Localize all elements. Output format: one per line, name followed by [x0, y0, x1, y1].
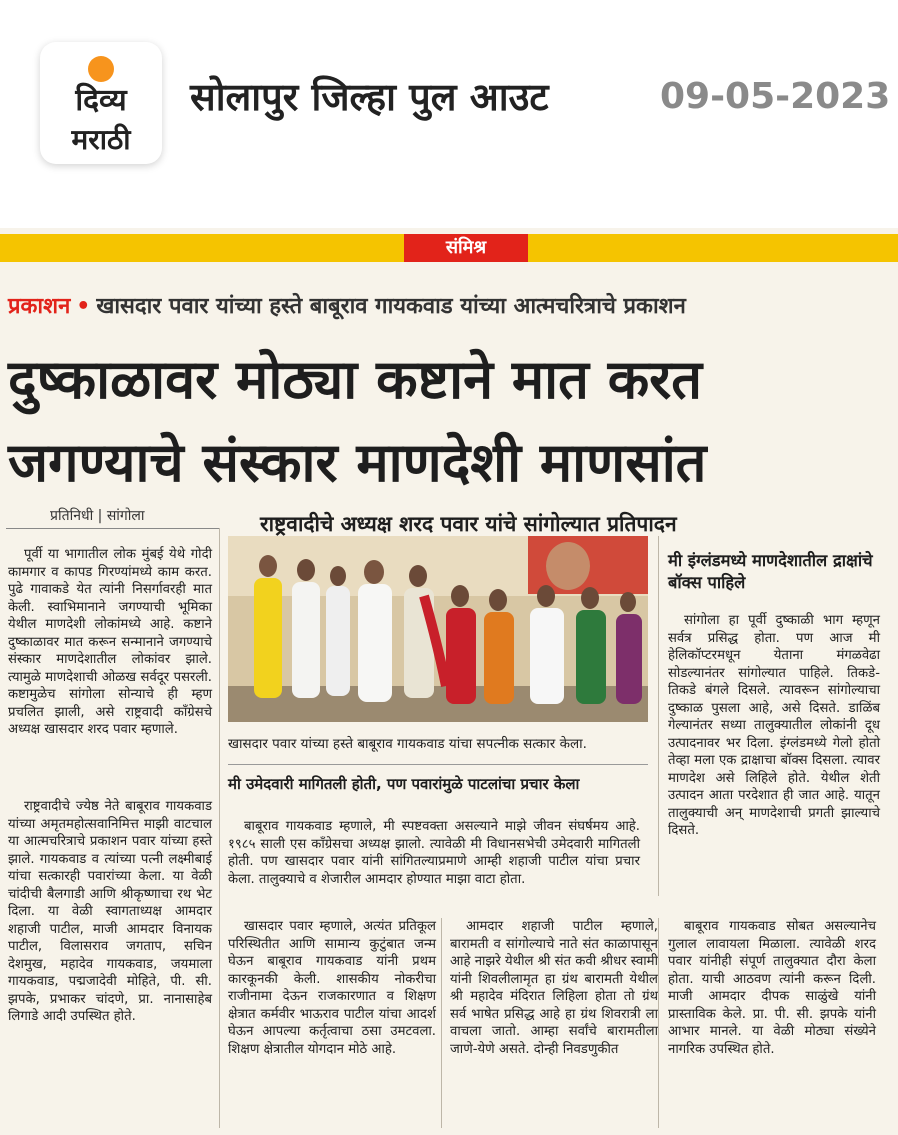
- paragraph: सांगोला हा पूर्वी दुष्काळी भाग म्हणून सर्वत्र प्रसिद्ध होता. पण आज मी हेलिकॉप्टरमधून येताना मंगळवेढा सोडल्यानंतर सांगोल्यात पाहिले. तिकडे-तिकडे बंगले दिसले. त्यावरून सांगोल्याचा दुष्काळ पुसला आहे, असे दिसते. डाळिंब गेल्यानंतर सध्या तालुक्यातील लोकांनी दूध उत्पादनावर भर दिला. इंग्लंडमध्ये गेलो होतो तेव्हा मला एक द्राक्षाचा बॉक्स दिसला. त्यावर माणदेश असे लिहिले होते. येथील शेती उत्पादन आता परदेशात ही जात आहे. यातून तालुक्याची अन् माणदेशाची प्रगती झाल्याचे दिसते.: [668, 613, 880, 838]
- section-band: [0, 234, 898, 262]
- kicker-label: प्रकाशन: [8, 294, 71, 319]
- paragraph: खासदार पवार म्हणाले, अत्यंत प्रतिकूल परिस्थितीत आणि सामान्य कुटुंबात जन्म घेऊन बाबूराव गायकवाड यांनी प्रथम कारकूनकी केली. शासकीय नोकरीचा राजीनामा देऊन राजकारणात व शिक्षण क्षेत्रात कर्मवीर भाऊराव पाटील यांचा आदर्श घेऊन आपल्या कर्तृत्वाचा ठसा उमटवला. शिक्षण क्षेत्रातील योगदान मोठे आहे.: [228, 919, 436, 1057]
- column-rule: [219, 528, 220, 1128]
- photo-illustration: [228, 536, 648, 722]
- headline-line-1: दुष्काळावर मोठ्या कष्टाने मात करत: [8, 348, 703, 411]
- paragraph: राष्ट्रवादीचे ज्येष्ठ नेते बाबूराव गायकवाड यांच्या अमृतमहोत्सवानिमित्त माझी वाटचाल या आत्मचरित्राचे प्रकाशन पवार यांच्या हस्ते झाले. गायकवाड व त्यांच्या पत्नी लक्ष्मीबाई यांचा सत्कारही पवारांच्या केला. या वेळी चांदीची बैलगाडी आणि श्रीकृष्णाचा रथ भेट दिला. या वेळी स्वागताध्यक्ष आमदार शहाजी पाटील, माजी आमदार विनायक पाटील, विलासराव जगताप, सचिन देशमुख, महादेव गायकवाड, जयमाला गायकवाड, पद्मजादेवी मोहिते, पी. सी. झपके, प्रभाकर चांदणे, प्रा. नानासाहेब लिगाडे आदी उपस्थित होते.: [8, 799, 212, 1024]
- edition-date: 09-05-2023: [660, 76, 891, 117]
- photo-caption: खासदार पवार यांच्या हस्ते बाबूराव गायकवाड यांचा सपत्नीक सत्कार केला.: [228, 736, 587, 752]
- section-tab: संमिश्र: [404, 234, 528, 262]
- paragraph: पूर्वी या भागातील लोक मुंबई येथे गोदी कामगार व कापड गिरण्यांमध्ये काम करत. पुढे गावाकडे येत त्यांनी निसर्गावरही मात केली. स्वाभिमानाने जगण्याची भूमिका येथील माणदेशी लोकांमध्ये आहे. कष्टाने दुष्काळावर मात करून सन्मानाने जगण्याचे संस्कार माणदेशातील लोकांवर झाले. त्यामुळे माणदेशाची ओळख सर्वदूर पसरली. कष्टामुळेच सांगोला सोन्याचे ही म्हण प्रचलित झाली, असे राष्ट्रवादी काँग्रेसचे अध्यक्ष खासदार शरद पवार म्हणाले.: [8, 547, 212, 737]
- quote-heading: मी उमेदवारी मागितली होती, पण पवारांमुळे पाटलांचा प्रचार केला: [228, 775, 580, 793]
- column-rule: [658, 536, 659, 896]
- app-header: [0, 0, 898, 220]
- divider: [228, 764, 648, 765]
- column-1-top: [8, 546, 212, 739]
- newspaper-page: [0, 228, 898, 1135]
- paragraph: बाबूराव गायकवाड सोबत असल्यानेच गुलाल लावायला मिळाला. त्यावेळी शरद पवार यांनीही संपूर्ण तालुक्यात दौरा केला होता. याची आठवण त्यांनी करून दिली. माजी आमदार दीपक साळुंखे यांनी प्रास्ताविक केले. प्रा. पी. सी. झपके यांनी आभार मानले. या वेळी मोठ्या संख्येने नागरिक उपस्थित होते.: [668, 919, 876, 1057]
- column-rule: [441, 918, 442, 1128]
- event-photo[interactable]: [228, 536, 648, 722]
- column-2-quote: [228, 818, 640, 888]
- headline-line-2: जगण्याचे संस्कार माणदेशी माणसांत: [8, 431, 707, 494]
- logo-text-bottom: मराठी: [71, 123, 131, 156]
- byline: प्रतिनिधी | सांगोला: [50, 508, 145, 524]
- kicker: [8, 290, 686, 320]
- sidebar-heading: मी इंग्लंडमध्ये माणदेशातील द्राक्षांचे बॉक्स पाहिले: [668, 551, 873, 592]
- divya-marathi-logo[interactable]: [40, 42, 162, 164]
- kicker-text: खासदार पवार यांच्या हस्ते बाबूराव गायकवाड यांच्या आत्मचरित्राचे प्रकाशन: [96, 294, 686, 319]
- bullet-icon: •: [76, 294, 91, 319]
- bottom-column-1: [228, 918, 436, 1058]
- paragraph: बाबूराव गायकवाड म्हणाले, मी स्पष्टवक्ता असल्याने माझे जीवन संघर्षमय आहे. १९८५ साली एस काँग्रेसचा अध्यक्ष झालो. त्यावेळी मी विधानसभेची उमेदवारी मागितली होती. पण खासदार पवार यांनी सांगितल्याप्रमाणे आम्ही शहाजी पाटील यांचा प्रचार केला. तालुक्याचे व शेजारील आमदार होण्यात माझा वाटा होता.: [228, 819, 640, 887]
- column-3-sidebar: [668, 612, 880, 840]
- bottom-column-3: [668, 918, 876, 1058]
- column-1-bottom: [8, 798, 212, 1026]
- column-rule: [658, 918, 659, 1128]
- subheadline: राष्ट्रवादीचे अध्यक्ष शरद पवार यांचे सांगोल्यात प्रतिपादन: [260, 512, 677, 536]
- divider: [6, 528, 220, 529]
- bottom-column-2: [450, 918, 658, 1058]
- paragraph: आमदार शहाजी पाटील म्हणाले, बारामती व सांगोल्याचे नाते संत काळापासून आहे नाझरे येथील श्री संत कवी श्रीधर स्वामी यांनी शिवलीलामृत हा ग्रंथ बारामती येथील श्री महादेव मंदिरात लिहिला होता तो ग्रंथ सर्व भाषेत प्रसिद्ध आहे हा ग्रंथ शिवरात्री ला वाचला जातो. आम्हा सर्वांचे बारामतीला जाणे-येणे असते. दोन्ही निवडणुकीत: [450, 919, 658, 1057]
- edition-title: सोलापुर जिल्हा पुल आउट: [190, 75, 549, 119]
- logo-text-top: दिव्य: [75, 83, 127, 118]
